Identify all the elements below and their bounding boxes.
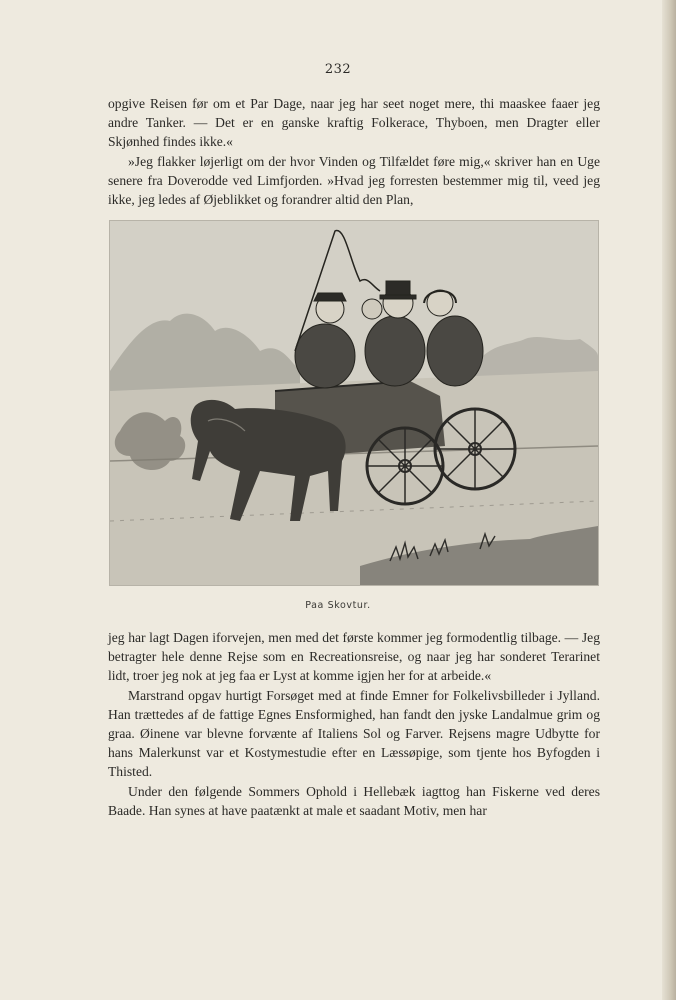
paragraph: »Jeg flakker løjerligt om der hvor Vinden og Tilfældet føre mig,« skriver han en Uge senere fra Doverodde ved Limfjorden. »Hvad jeg forresten bestemmer mig til, veed jeg ikke, jeg ledes af Øjeblikket og forandrer altid den Plan, bbox=[108, 153, 600, 208]
illustration-carriage bbox=[109, 220, 599, 586]
carriage-drawing bbox=[110, 221, 598, 585]
page-edge-shadow bbox=[662, 0, 676, 1000]
paragraph: opgive Reisen før om et Par Dage, naar jeg har seet noget mere, thi maaskee faaer jeg andre Tanker. — Det er en ganske kraftig Folkerace, Thyboen, men Dragter eller Skjønhed findes ikke.« bbox=[108, 96, 600, 150]
text-block-bottom bbox=[108, 628, 600, 820]
paragraph: Marstrand opgav hurtigt Forsøget med at finde Emner for Folkelivsbilleder i Jylland. Han trættedes af de fattige Egnes Ensformighed, han fandt den jyske Landalmue grim og graa. Øinene var blevne forvænte af Italiens Sol og Farver. Rejsens magre Udbytte for hans Malerkunst var et Kostymestudie efter en Læssøpige, som tjente hos Byfogden i Thisted. bbox=[108, 687, 600, 780]
figure-caption: Paa Skovtur. bbox=[305, 600, 371, 611]
paragraph: Under den følgende Sommers Ophold i Hellebæk iagttog han Fiskerne ved deres Baade. Han synes at have paatænkt at male et saadant Motiv, men har bbox=[108, 783, 600, 818]
text-block-top bbox=[108, 94, 600, 209]
page-number: 232 bbox=[324, 62, 352, 77]
paragraph: jeg har lagt Dagen iforvejen, men med det første kommer jeg formodentlig tilbage. — Jeg betragter hele denne Rejse som en Recreationsreise, og naar jeg har sonderet Terarinet lidt, troer jeg nok at jeg faa er Lyst at komme igjen her for at arbeide.« bbox=[108, 630, 600, 684]
